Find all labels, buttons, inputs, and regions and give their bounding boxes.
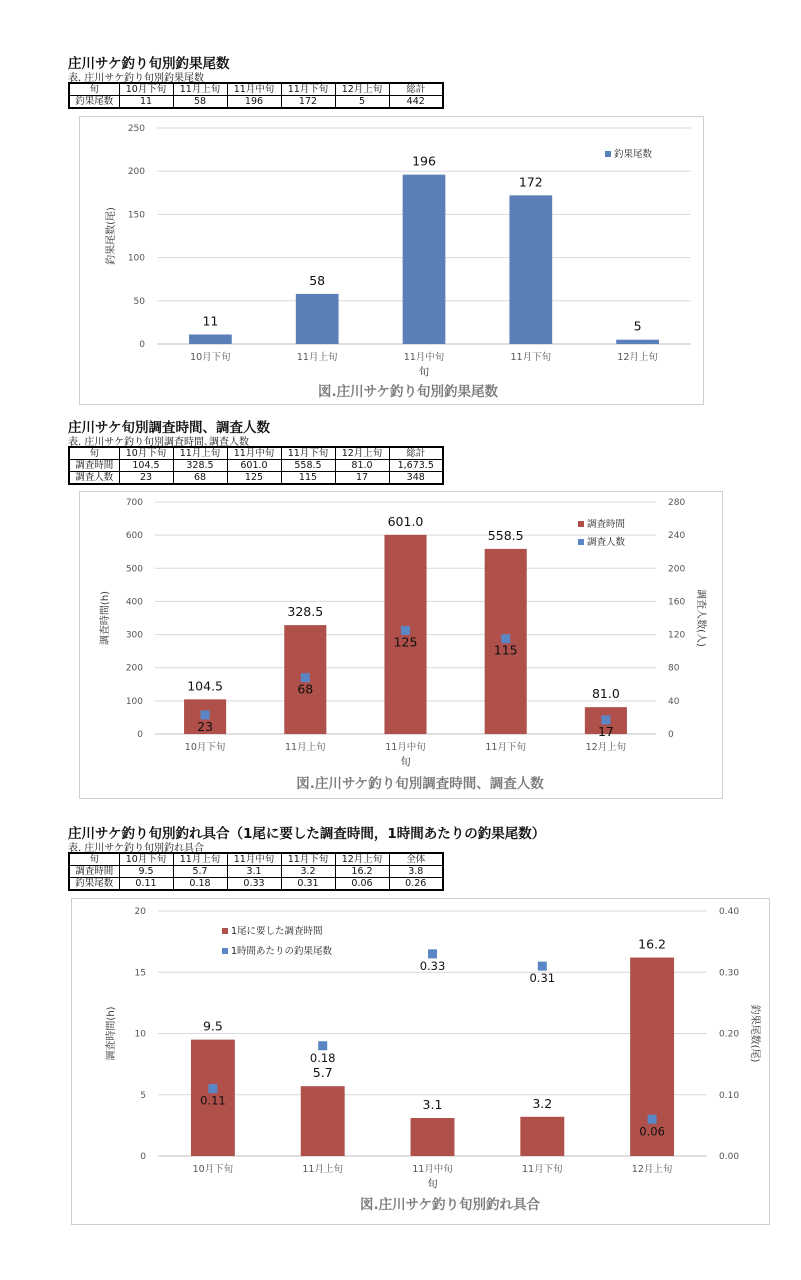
- table-header-row: [69, 853, 443, 866]
- table-cell: 10月下旬: [119, 853, 173, 866]
- data-label: 172: [518, 174, 543, 190]
- table-cell: 調査人数: [69, 472, 119, 485]
- x-tick-label: 11月下旬: [522, 1164, 563, 1175]
- scatter-point: [428, 949, 437, 958]
- table-cell: 11月下旬: [281, 83, 335, 96]
- table-cell: 10月下旬: [119, 83, 173, 96]
- section1-table: [68, 82, 444, 109]
- chart3-svg: [72, 899, 769, 1224]
- table-cell: 172: [281, 96, 335, 109]
- table-cell: 16.2: [335, 866, 389, 878]
- table-header-row: [69, 447, 443, 460]
- data-label: 196: [412, 153, 436, 169]
- chart2-frame: [79, 491, 723, 799]
- table-cell: 0.31: [281, 878, 335, 891]
- data-label: 125: [393, 634, 418, 650]
- table-cell: 23: [119, 472, 173, 485]
- y-axis-title: 調査時間(h): [100, 590, 111, 646]
- table-cell: 11: [119, 96, 173, 109]
- table-cell: 196: [227, 96, 281, 109]
- section3-table: [68, 852, 444, 891]
- y-axis-title: 釣果尾数(尾): [106, 207, 117, 265]
- x-tick-label: 10月下旬: [190, 352, 231, 363]
- section3-table-caption: 表. 庄川サケ釣り旬別釣れ具合: [68, 843, 204, 854]
- x-tick-label: 11月上旬: [285, 742, 326, 753]
- y2-tick-label: 0.40: [719, 907, 740, 917]
- y-tick-label: 700: [125, 498, 143, 508]
- x-axis-title: 旬: [400, 756, 411, 768]
- y-tick-label: 100: [127, 253, 145, 264]
- table-cell: 12月上旬: [335, 83, 389, 96]
- data-label: 328.5: [287, 604, 324, 620]
- x-tick-label: 12月上旬: [617, 352, 658, 363]
- data-label: 0.18: [309, 1050, 336, 1065]
- data-label: 9.5: [202, 1018, 223, 1034]
- data-label: 0.31: [529, 971, 556, 986]
- scatter-point: [538, 962, 547, 971]
- data-label: 23: [197, 718, 214, 734]
- y-tick-label: 0: [137, 730, 143, 740]
- bar: [411, 1118, 455, 1156]
- legend-label: 調査時間: [587, 519, 626, 530]
- y2-tick-label: 280: [668, 498, 686, 508]
- table-cell: 442: [389, 96, 443, 109]
- y2-tick-label: 240: [668, 531, 686, 542]
- table-cell: 348: [389, 472, 443, 485]
- y-tick-label: 300: [125, 630, 143, 641]
- table-cell: 11月上旬: [173, 447, 227, 460]
- scatter-point: [318, 1041, 327, 1050]
- bar: [189, 334, 232, 344]
- table-cell: 0.18: [173, 878, 227, 891]
- table-cell: 総計: [389, 83, 443, 96]
- x-tick-label: 11月下旬: [510, 352, 552, 363]
- x-axis-title: 旬: [427, 1178, 438, 1190]
- scatter-point: [208, 1084, 217, 1093]
- bar: [296, 294, 339, 344]
- table-cell: 3.8: [389, 866, 443, 878]
- table-cell: 58: [173, 96, 227, 109]
- table-cell: 104.5: [119, 460, 173, 472]
- bar: [509, 195, 552, 344]
- table-cell: 旬: [69, 853, 119, 866]
- table-cell: 558.5: [281, 460, 335, 472]
- table-cell: 328.5: [173, 460, 227, 472]
- x-tick-label: 11月中旬: [385, 742, 426, 753]
- x-tick-label: 11月上旬: [296, 352, 338, 363]
- table-cell: 11月中旬: [227, 853, 281, 866]
- table-cell: 釣果尾数: [69, 878, 119, 891]
- table-cell: 10月下旬: [119, 447, 173, 460]
- data-label: 558.5: [487, 527, 524, 543]
- x-tick-label: 10月下旬: [184, 742, 226, 753]
- data-label: 17: [597, 723, 614, 739]
- table-cell: 12月上旬: [335, 853, 389, 866]
- y2-axis-title: 釣果尾数(尾): [749, 1004, 760, 1063]
- x-tick-label: 10月下旬: [192, 1164, 234, 1175]
- legend-swatch: [605, 151, 611, 157]
- table-cell: 調査時間: [69, 866, 119, 878]
- y2-tick-label: 0.10: [719, 1090, 740, 1101]
- scatter-point: [648, 1115, 657, 1124]
- x-tick-label: 12月上旬: [631, 1164, 673, 1175]
- table-cell: 釣果尾数: [69, 96, 119, 109]
- table-cell: 11月下旬: [281, 447, 335, 460]
- y2-tick-label: 0: [668, 730, 674, 740]
- table-row: [69, 878, 443, 891]
- data-label: 3.2: [532, 1095, 553, 1111]
- data-label: 16.2: [638, 936, 667, 952]
- table-cell: 17: [335, 472, 389, 485]
- y-tick-label: 200: [125, 663, 143, 674]
- data-label: 11: [202, 313, 219, 329]
- y-tick-label: 5: [140, 1090, 146, 1101]
- y-tick-label: 0: [140, 1152, 146, 1162]
- table-cell: 全体: [389, 853, 443, 866]
- table-cell: 5.7: [173, 866, 227, 878]
- y2-tick-label: 160: [668, 597, 686, 608]
- data-label: 0.11: [200, 1093, 226, 1108]
- y-tick-label: 500: [125, 564, 143, 575]
- legend-label: 調査人数: [587, 537, 626, 548]
- data-label: 5: [633, 318, 642, 334]
- chart1-frame: [79, 116, 704, 405]
- x-tick-label: 12月上旬: [585, 742, 627, 753]
- data-label: 58: [309, 272, 326, 288]
- legend-swatch: [222, 928, 228, 934]
- y-tick-label: 400: [125, 597, 143, 608]
- table-cell: 125: [227, 472, 281, 485]
- table-cell: 0.33: [227, 878, 281, 891]
- table-cell: 11月中旬: [227, 83, 281, 96]
- x-tick-label: 11月上旬: [302, 1164, 343, 1175]
- chart3-frame: [71, 898, 770, 1225]
- table-cell: 81.0: [335, 460, 389, 472]
- data-label: 5.7: [312, 1065, 333, 1081]
- bar: [403, 175, 446, 344]
- table-cell: 0.06: [335, 878, 389, 891]
- y-tick-label: 20: [134, 907, 146, 917]
- y-tick-label: 0: [139, 340, 145, 350]
- chart-title: 図.庄川サケ釣り旬別調査時間、調査人数: [296, 776, 544, 792]
- table-cell: 3.2: [281, 866, 335, 878]
- x-tick-label: 11月下旬: [485, 742, 526, 753]
- section2-table-caption: 表. 庄川サケ釣り旬別調査時間､調査人数: [68, 437, 249, 448]
- legend-swatch: [222, 948, 228, 954]
- y-tick-label: 150: [127, 210, 145, 221]
- table-cell: 旬: [69, 447, 119, 460]
- section2-title: 庄川サケ旬別調査時間、調査人数: [68, 420, 270, 436]
- data-label: 3.1: [422, 1097, 443, 1113]
- table-cell: 3.1: [227, 866, 281, 878]
- y2-tick-label: 0.00: [719, 1152, 740, 1162]
- y2-tick-label: 0.20: [719, 1029, 740, 1040]
- bar: [301, 1086, 345, 1156]
- x-tick-label: 11月中旬: [412, 1164, 453, 1175]
- data-label: 0.33: [419, 958, 446, 973]
- chart-title: 図.庄川サケ釣り旬別釣れ具合: [359, 1197, 541, 1213]
- y2-tick-label: 80: [668, 663, 680, 674]
- section1-title: 庄川サケ釣り旬別釣果尾数: [68, 56, 230, 72]
- data-label: 68: [297, 681, 314, 697]
- chart1-svg: [80, 117, 703, 404]
- table-cell: 68: [173, 472, 227, 485]
- y-tick-label: 50: [133, 296, 145, 307]
- y-tick-label: 600: [125, 531, 143, 542]
- y2-tick-label: 40: [668, 696, 680, 707]
- bar: [520, 1117, 564, 1156]
- y-tick-label: 250: [127, 124, 145, 134]
- data-label: 0.06: [639, 1124, 665, 1139]
- legend-swatch: [578, 521, 584, 527]
- y2-axis-title: 調査人数(人): [695, 589, 706, 647]
- table-cell: 601.0: [227, 460, 281, 472]
- table-row: [69, 96, 443, 109]
- table-cell: 11月下旬: [281, 853, 335, 866]
- table-cell: 0.11: [119, 878, 173, 891]
- x-axis-title: 旬: [418, 366, 430, 378]
- table-row: [69, 460, 443, 472]
- table-cell: 9.5: [119, 866, 173, 878]
- chart2-svg: [80, 492, 722, 798]
- legend-label: 釣果尾数: [614, 149, 653, 160]
- y-tick-label: 10: [134, 1029, 146, 1040]
- table-row: [69, 472, 443, 485]
- section2-table: [68, 446, 444, 485]
- y-tick-label: 100: [125, 696, 143, 707]
- table-cell: 11月上旬: [173, 83, 227, 96]
- section1-table-caption: 表. 庄川サケ釣り旬別釣果尾数: [68, 73, 204, 84]
- x-tick-label: 11月中旬: [403, 352, 445, 363]
- data-label: 81.0: [591, 686, 620, 702]
- table-cell: 総計: [389, 447, 443, 460]
- table-cell: 旬: [69, 83, 119, 96]
- legend-label: 1時間あたりの釣果尾数: [231, 946, 333, 957]
- table-cell: 11月中旬: [227, 447, 281, 460]
- table-cell: 12月上旬: [335, 447, 389, 460]
- table-cell: 1,673.5: [389, 460, 443, 472]
- table-cell: 0.26: [389, 878, 443, 891]
- data-label: 115: [493, 642, 518, 658]
- data-label: 104.5: [187, 678, 223, 694]
- y-tick-label: 200: [127, 167, 145, 178]
- y-tick-label: 15: [134, 968, 146, 979]
- section3-title: 庄川サケ釣り旬別釣れ具合（1尾に要した調査時間，1時間あたりの釣果尾数）: [68, 826, 546, 842]
- data-label: 601.0: [387, 513, 424, 529]
- bar: [616, 340, 659, 344]
- legend-label: 1尾に要した調査時間: [231, 926, 323, 937]
- legend-swatch: [578, 539, 584, 545]
- table-cell: 5: [335, 96, 389, 109]
- table-cell: 115: [281, 472, 335, 485]
- table-header-row: [69, 83, 443, 96]
- y-axis-title: 調査時間(h): [106, 1006, 117, 1061]
- table-row: [69, 866, 443, 878]
- y2-tick-label: 200: [668, 564, 686, 575]
- chart-title: 図.庄川サケ釣り旬別釣果尾数: [317, 384, 499, 400]
- table-cell: 調査時間: [69, 460, 119, 472]
- table-cell: 11月上旬: [173, 853, 227, 866]
- y2-tick-label: 0.30: [719, 968, 740, 979]
- y2-tick-label: 120: [668, 630, 686, 641]
